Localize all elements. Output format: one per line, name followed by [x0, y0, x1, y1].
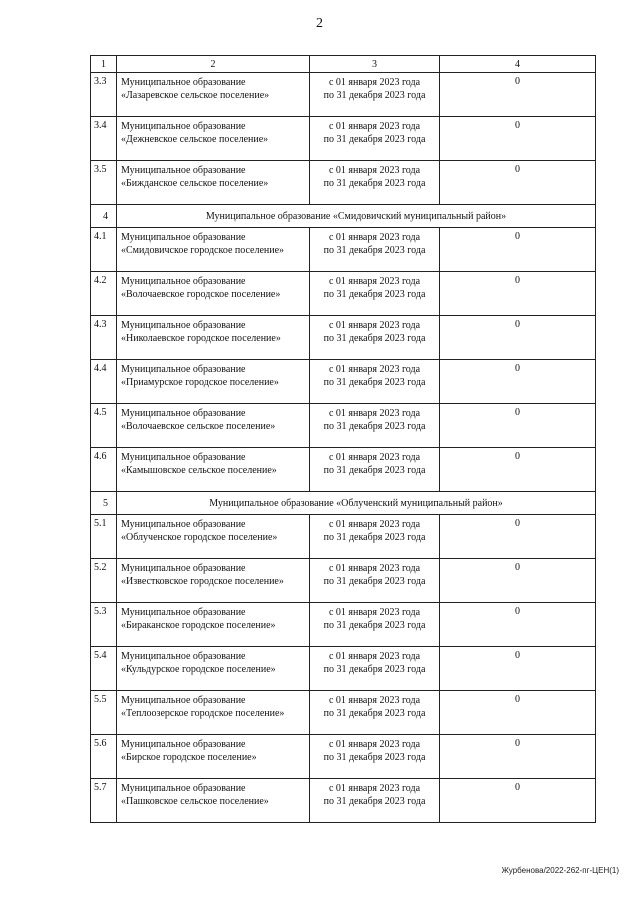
value-cell: 0 — [440, 735, 596, 779]
municipality-type: Муниципальное образование — [121, 276, 246, 287]
municipality-name — [117, 603, 310, 647]
municipality-type: Муниципальное образование — [121, 121, 246, 132]
municipality-type: Муниципальное образование — [121, 408, 246, 419]
row-number: 4.1 — [91, 228, 117, 272]
table-row — [91, 360, 596, 404]
table-row — [91, 272, 596, 316]
table-row — [91, 735, 596, 779]
period-start: с 01 января 2023 года — [328, 408, 421, 419]
row-number: 4.4 — [91, 360, 117, 404]
municipality-name — [117, 316, 310, 360]
row-number: 5.6 — [91, 735, 117, 779]
column-header: 3 — [310, 56, 440, 73]
municipality-title: «Камышовское сельское поселение» — [121, 465, 277, 476]
municipality-name — [117, 448, 310, 492]
period-start: с 01 января 2023 года — [328, 232, 421, 243]
document-footer: Журбенова/2022-262-пг-ЦЕН(1) — [501, 866, 619, 875]
period-end: по 31 декабря 2023 года — [323, 289, 426, 300]
validity-period — [310, 360, 440, 404]
section-number: 5 — [91, 492, 117, 515]
period-start: с 01 января 2023 года — [328, 121, 421, 132]
period-end: по 31 декабря 2023 года — [323, 134, 426, 145]
municipality-title: «Теплоозерское городское поселение» — [121, 708, 285, 719]
period-end: по 31 декабря 2023 года — [323, 333, 426, 344]
value-cell: 0 — [440, 603, 596, 647]
period-end: по 31 декабря 2023 года — [323, 620, 426, 631]
section-row — [91, 205, 596, 228]
validity-period — [310, 448, 440, 492]
municipality-type: Муниципальное образование — [121, 320, 246, 331]
municipality-name — [117, 161, 310, 205]
period-start: с 01 января 2023 года — [328, 739, 421, 750]
value-cell: 0 — [440, 559, 596, 603]
municipality-title: «Лазаревское сельское поселение» — [121, 90, 270, 101]
period-start: с 01 января 2023 года — [328, 276, 421, 287]
municipality-type: Муниципальное образование — [121, 165, 246, 176]
value-cell: 0 — [440, 691, 596, 735]
municipality-title: «Дежневское сельское поселение» — [121, 134, 269, 145]
period-end: по 31 декабря 2023 года — [323, 664, 426, 675]
validity-period — [310, 161, 440, 205]
validity-period — [310, 691, 440, 735]
row-number: 5.7 — [91, 779, 117, 823]
period-start: с 01 января 2023 года — [328, 695, 421, 706]
period-end: по 31 декабря 2023 года — [323, 377, 426, 388]
value-cell: 0 — [440, 779, 596, 823]
row-number: 4.3 — [91, 316, 117, 360]
section-number: 4 — [91, 205, 117, 228]
row-number: 5.5 — [91, 691, 117, 735]
value-cell: 0 — [440, 228, 596, 272]
value-cell: 0 — [440, 73, 596, 117]
row-number: 4.2 — [91, 272, 117, 316]
period-end: по 31 декабря 2023 года — [323, 532, 426, 543]
table-row — [91, 117, 596, 161]
validity-period — [310, 404, 440, 448]
row-number: 5.2 — [91, 559, 117, 603]
row-number: 4.5 — [91, 404, 117, 448]
validity-period — [310, 117, 440, 161]
period-end: по 31 декабря 2023 года — [323, 796, 426, 807]
municipality-name — [117, 404, 310, 448]
municipality-title: «Бижданское сельское поселение» — [121, 178, 269, 189]
table-row — [91, 404, 596, 448]
municipality-name — [117, 272, 310, 316]
table-row — [91, 647, 596, 691]
municipality-title: «Волочаевское сельское поселение» — [121, 421, 276, 432]
period-end: по 31 декабря 2023 года — [323, 576, 426, 587]
validity-period — [310, 73, 440, 117]
table-row — [91, 779, 596, 823]
period-start: с 01 января 2023 года — [328, 364, 421, 375]
municipality-name — [117, 73, 310, 117]
period-end: по 31 декабря 2023 года — [323, 708, 426, 719]
row-number: 3.3 — [91, 73, 117, 117]
municipality-type: Муниципальное образование — [121, 783, 246, 794]
period-end: по 31 декабря 2023 года — [323, 752, 426, 763]
column-header: 1 — [91, 56, 117, 73]
period-start: с 01 января 2023 года — [328, 519, 421, 530]
municipality-name — [117, 228, 310, 272]
validity-period — [310, 272, 440, 316]
table-row — [91, 73, 596, 117]
page-number: 2 — [316, 16, 323, 31]
municipality-title: «Бираканское городское поселение» — [121, 620, 276, 631]
row-number: 3.4 — [91, 117, 117, 161]
municipality-type: Муниципальное образование — [121, 563, 246, 574]
period-start: с 01 января 2023 года — [328, 563, 421, 574]
period-start: с 01 января 2023 года — [328, 607, 421, 618]
municipality-type: Муниципальное образование — [121, 519, 246, 530]
validity-period — [310, 647, 440, 691]
municipality-title: «Известковское городское поселение» — [121, 576, 284, 587]
municipality-name — [117, 360, 310, 404]
tariff-table — [90, 55, 596, 823]
municipality-name — [117, 735, 310, 779]
value-cell: 0 — [440, 161, 596, 205]
validity-period — [310, 779, 440, 823]
municipality-name — [117, 647, 310, 691]
municipality-name — [117, 691, 310, 735]
municipality-title: «Кульдурское городское поселение» — [121, 664, 276, 675]
municipality-name — [117, 515, 310, 559]
value-cell: 0 — [440, 272, 596, 316]
municipality-type: Муниципальное образование — [121, 739, 246, 750]
row-number: 3.5 — [91, 161, 117, 205]
table-row — [91, 161, 596, 205]
period-end: по 31 декабря 2023 года — [323, 421, 426, 432]
table-row — [91, 603, 596, 647]
period-end: по 31 декабря 2023 года — [323, 465, 426, 476]
validity-period — [310, 603, 440, 647]
municipality-title: «Приамурское городское поселение» — [121, 377, 279, 388]
value-cell: 0 — [440, 360, 596, 404]
row-number: 5.3 — [91, 603, 117, 647]
municipality-name — [117, 779, 310, 823]
period-start: с 01 января 2023 года — [328, 783, 421, 794]
municipality-title: «Волочаевское городское поселение» — [121, 289, 281, 300]
value-cell: 0 — [440, 515, 596, 559]
section-row — [91, 492, 596, 515]
table-row — [91, 691, 596, 735]
value-cell: 0 — [440, 404, 596, 448]
period-end: по 31 декабря 2023 года — [323, 245, 426, 256]
row-number: 5.4 — [91, 647, 117, 691]
validity-period — [310, 228, 440, 272]
municipality-title: «Бирское городское поселение» — [121, 752, 257, 763]
table-row — [91, 515, 596, 559]
period-start: с 01 января 2023 года — [328, 651, 421, 662]
table-row — [91, 228, 596, 272]
table-row — [91, 559, 596, 603]
period-start: с 01 января 2023 года — [328, 452, 421, 463]
municipality-title: «Облученское городское поселение» — [121, 532, 278, 543]
section-title: Муниципальное образование «Смидовичский муниципальный район» — [117, 205, 596, 228]
period-start: с 01 января 2023 года — [328, 77, 421, 88]
municipality-name — [117, 559, 310, 603]
municipality-type: Муниципальное образование — [121, 77, 246, 88]
municipality-type: Муниципальное образование — [121, 232, 246, 243]
municipality-title: «Смидовичское городское поселение» — [121, 245, 285, 256]
value-cell: 0 — [440, 316, 596, 360]
value-cell: 0 — [440, 448, 596, 492]
section-title: Муниципальное образование «Облученский муниципальный район» — [117, 492, 596, 515]
value-cell: 0 — [440, 647, 596, 691]
period-end: по 31 декабря 2023 года — [323, 90, 426, 101]
column-header: 4 — [440, 56, 596, 73]
municipality-type: Муниципальное образование — [121, 695, 246, 706]
value-cell: 0 — [440, 117, 596, 161]
table-row — [91, 316, 596, 360]
row-number: 4.6 — [91, 448, 117, 492]
validity-period — [310, 735, 440, 779]
period-start: с 01 января 2023 года — [328, 165, 421, 176]
period-end: по 31 декабря 2023 года — [323, 178, 426, 189]
table-row — [91, 448, 596, 492]
period-start: с 01 января 2023 года — [328, 320, 421, 331]
validity-period — [310, 559, 440, 603]
table-header-row — [91, 56, 596, 73]
municipality-type: Муниципальное образование — [121, 452, 246, 463]
municipality-title: «Пашковское сельское поселение» — [121, 796, 269, 807]
row-number: 5.1 — [91, 515, 117, 559]
validity-period — [310, 515, 440, 559]
municipality-type: Муниципальное образование — [121, 651, 246, 662]
municipality-name — [117, 117, 310, 161]
municipality-type: Муниципальное образование — [121, 364, 246, 375]
municipality-type: Муниципальное образование — [121, 607, 246, 618]
column-header: 2 — [117, 56, 310, 73]
municipality-title: «Николаевское городское поселение» — [121, 333, 281, 344]
validity-period — [310, 316, 440, 360]
